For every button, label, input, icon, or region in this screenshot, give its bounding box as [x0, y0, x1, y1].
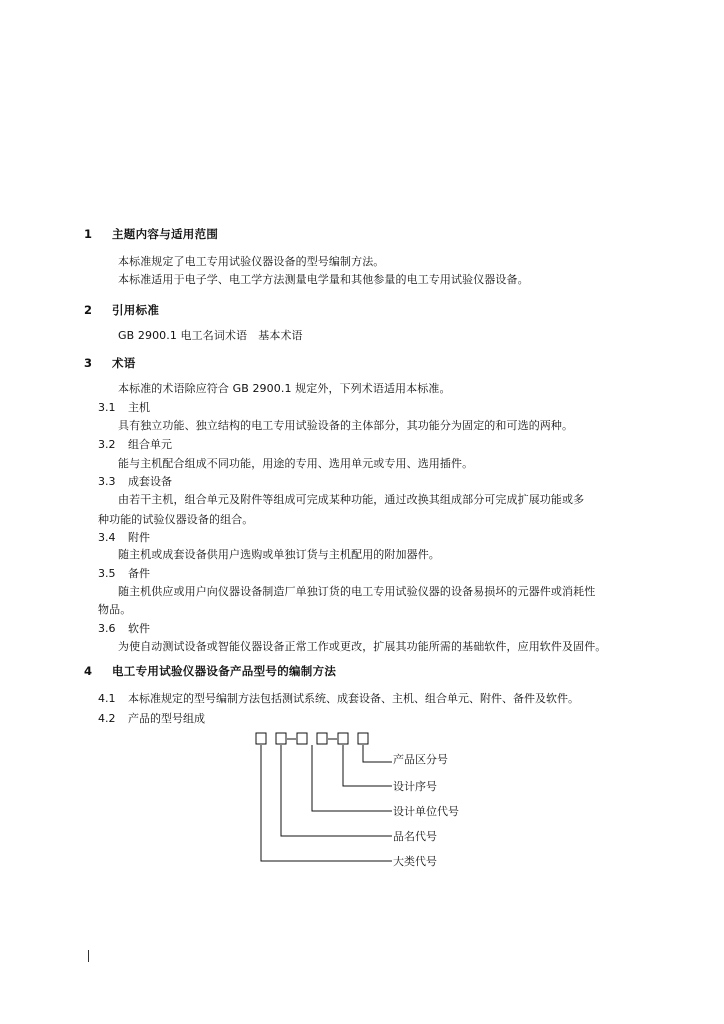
paragraph: 为使自动测试设备或智能仪器设备正常工作或更改，扩展其功能所需的基础软件，应用软件及固件。 — [118, 640, 607, 653]
paragraph: GB 2900.1 电工名词术语 基本术语 — [118, 329, 303, 342]
subsection-number: 3.5 — [98, 567, 116, 580]
section-title: 电工专用试验仪器设备产品型号的编制方法 — [112, 664, 337, 678]
subsection-title: 附件 — [128, 531, 150, 544]
paragraph: 本标准规定了电工专用试验仪器设备的型号编制方法。 — [118, 255, 385, 268]
subsection-number: 3.4 — [98, 531, 116, 544]
subsection-number: 3.2 — [98, 438, 116, 451]
section-title: 主题内容与适用范围 — [112, 227, 219, 241]
subsection-text: 本标准规定的型号编制方法包括测试系统、成套设备、主机、组合单元、附件、备件及软件。 — [128, 692, 579, 705]
leader-line — [312, 745, 392, 811]
label-category-code: 大类代号 — [393, 855, 437, 868]
paragraph: 能与主机配合组成不同功能，用途的专用、选用单元或专用、选用插件。 — [118, 457, 474, 470]
code-box — [358, 733, 368, 744]
code-box — [338, 733, 348, 744]
subsection-number: 4.2 — [98, 712, 116, 725]
section-number: 4 — [84, 664, 93, 678]
page-margin-mark — [88, 950, 89, 962]
label-design-unit-code: 设计单位代号 — [393, 805, 459, 818]
leader-line — [343, 745, 392, 786]
subsection-number: 3.1 — [98, 401, 116, 414]
code-box — [256, 733, 266, 744]
subsection-text: 产品的型号组成 — [128, 712, 205, 725]
paragraph: 由若干主机，组合单元及附件等组成可完成某种功能，通过改换其组成部分可完成扩展功能或多 — [118, 493, 585, 506]
subsection-title: 软件 — [128, 622, 150, 635]
paragraph: 本标准适用于电子学、电工学方法测量电学量和其他参量的电工专用试验仪器设备。 — [118, 273, 529, 286]
subsection-title: 主机 — [128, 401, 150, 414]
paragraph: 随主机供应或用户向仪器设备制造厂单独订货的电工专用试验仪器的设备易损坏的元器件或消耗性 — [118, 585, 596, 598]
section-title: 引用标准 — [112, 303, 160, 317]
subsection-title: 组合单元 — [128, 438, 172, 451]
paragraph: 随主机或成套设备供用户选购或单独订货与主机配用的附加器件。 — [118, 548, 440, 561]
subsection-number: 3.6 — [98, 622, 116, 635]
section-title: 术语 — [112, 356, 136, 370]
subsection-number: 4.1 — [98, 692, 116, 705]
subsection-title: 成套设备 — [128, 475, 172, 488]
leader-line — [363, 745, 392, 762]
paragraph: 本标准的术语除应符合 GB 2900.1 规定外，下列术语适用本标准。 — [118, 382, 451, 395]
paragraph-continuation: 物品。 — [98, 603, 132, 616]
section-number: 2 — [84, 303, 93, 317]
code-box — [276, 733, 286, 744]
code-box — [317, 733, 327, 744]
section-number: 1 — [84, 227, 93, 241]
label-product-distinction-number: 产品区分号 — [393, 753, 448, 766]
code-box — [297, 733, 307, 744]
label-product-name-code: 品名代号 — [393, 830, 437, 843]
subsection-number: 3.3 — [98, 475, 116, 488]
paragraph: 具有独立功能、独立结构的电工专用试验设备的主体部分，其功能分为固定的和可选的两种。 — [118, 419, 574, 432]
section-number: 3 — [84, 356, 93, 370]
paragraph-continuation: 种功能的试验仪器设备的组合。 — [98, 513, 254, 526]
subsection-title: 备件 — [128, 567, 150, 580]
leader-line — [281, 745, 392, 836]
label-design-serial-number: 设计序号 — [393, 780, 437, 793]
